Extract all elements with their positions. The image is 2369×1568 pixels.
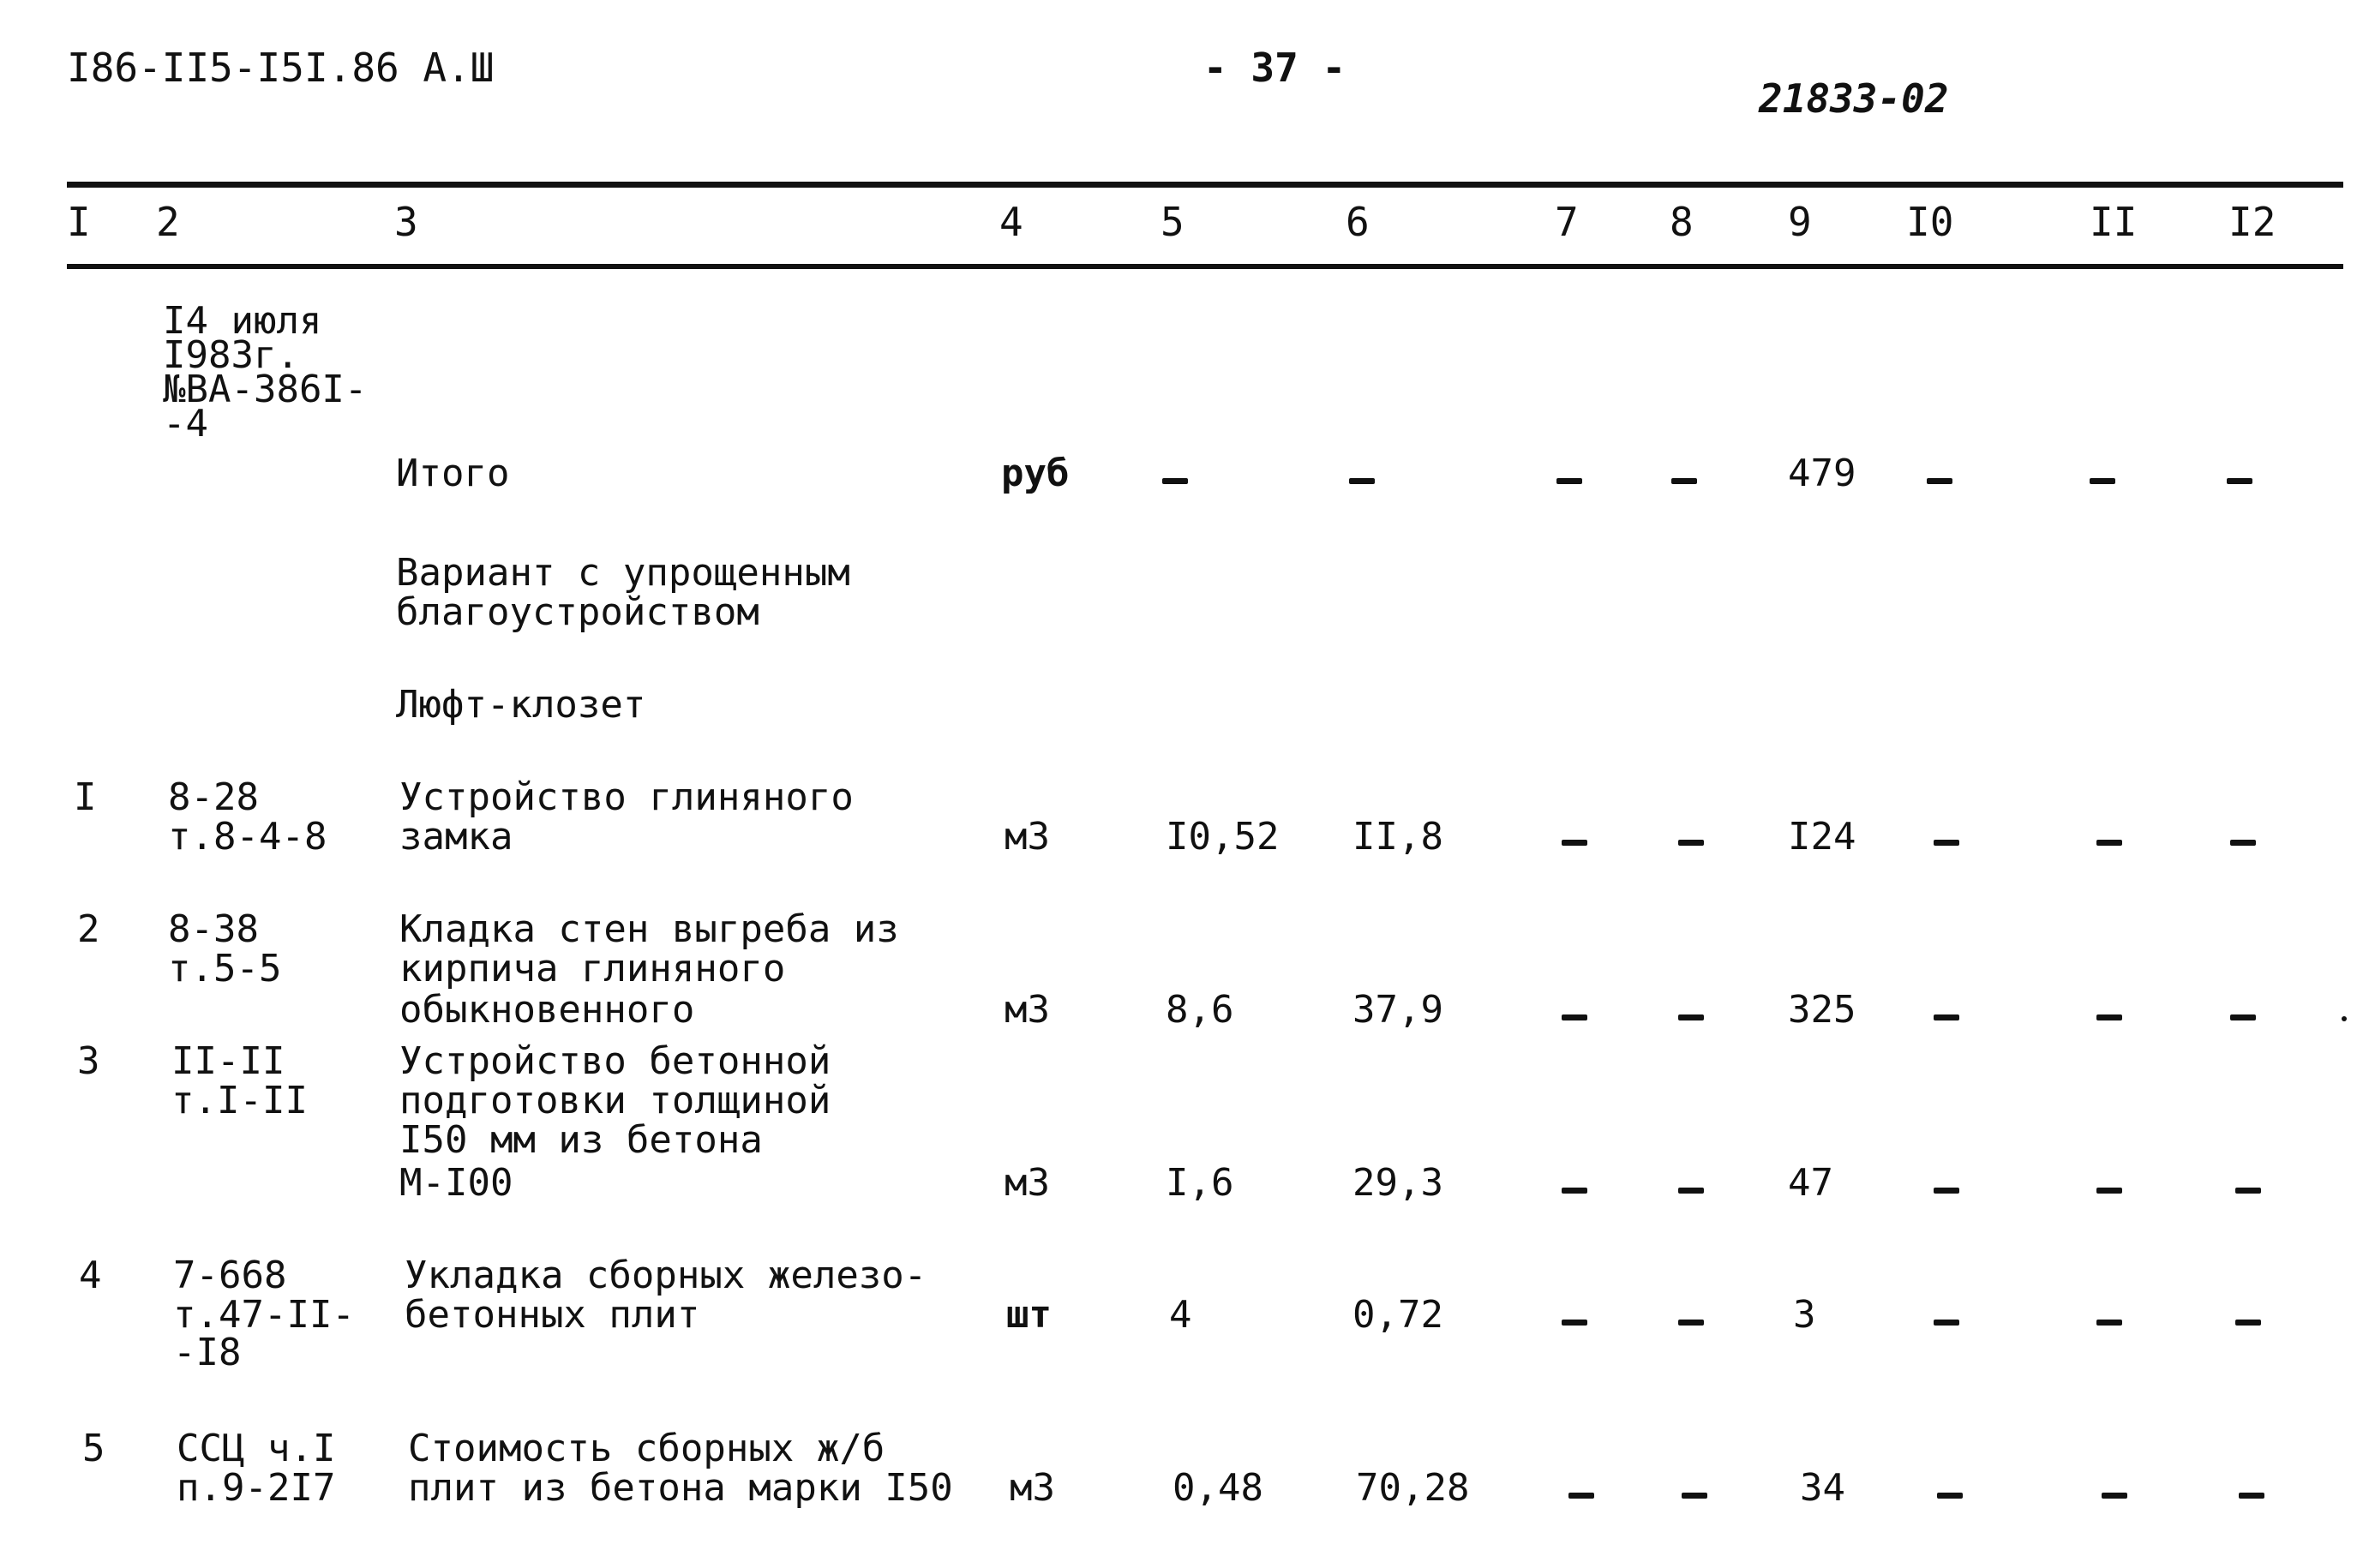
row-col9: 325: [1788, 988, 1856, 1032]
total-col9: 479: [1788, 452, 1856, 495]
column-header: I0: [1906, 199, 1954, 245]
row-unit-price: 70,28: [1356, 1466, 1470, 1510]
empty-cell-dash: [1162, 478, 1188, 484]
row-description: кирпича глиняного: [399, 947, 786, 990]
empty-cell-dash: [1934, 1320, 1959, 1326]
row-description: Устройство глиняного: [399, 775, 854, 819]
source-line: №ВА-386I-: [163, 368, 368, 411]
row-quantity: 8,6: [1166, 988, 1234, 1032]
empty-cell-dash: [1934, 840, 1959, 846]
row-quantity: 0,48: [1173, 1466, 1263, 1510]
row-description: обыкновенного: [399, 988, 695, 1032]
row-description: плит из бетона марки I50: [408, 1466, 953, 1510]
empty-cell-dash: [1682, 1493, 1707, 1499]
row-unit-price: II,8: [1352, 815, 1443, 859]
row-description: Стоимость сборных ж/б: [408, 1427, 885, 1470]
row-number: 2: [77, 907, 100, 951]
variant-line: Вариант с упрощенным: [396, 551, 850, 595]
column-header: 5: [1161, 199, 1184, 245]
row-quantity: 4: [1169, 1293, 1192, 1337]
row-description: Укладка сборных железо-: [405, 1254, 927, 1297]
empty-cell-dash: [1937, 1493, 1963, 1499]
empty-cell-dash: [2230, 840, 2256, 846]
empty-cell-dash: [2096, 1320, 2122, 1326]
column-header: 2: [156, 199, 180, 245]
row-reference: 8-28: [168, 775, 259, 819]
row-quantity: I0,52: [1166, 815, 1280, 859]
row-description: I50 мм из бетона: [399, 1118, 763, 1162]
row-col9: 34: [1800, 1466, 1845, 1510]
empty-cell-dash: [1556, 478, 1582, 484]
column-header: 4: [999, 199, 1023, 245]
column-header: 3: [394, 199, 418, 245]
row-col9: I24: [1788, 815, 1856, 859]
row-reference: II-II: [171, 1039, 285, 1083]
empty-cell-dash: [2235, 1188, 2261, 1194]
row-number: 5: [82, 1427, 105, 1470]
row-reference: т.5-5: [168, 947, 282, 990]
row-number: 3: [77, 1039, 100, 1083]
column-header: I2: [2228, 199, 2276, 245]
row-col9: 3: [1793, 1293, 1816, 1337]
row-unit: м3: [1005, 988, 1050, 1032]
row-unit: м3: [1005, 815, 1050, 859]
empty-cell-dash: [2230, 1014, 2256, 1020]
margin-dot: [2342, 1016, 2347, 1021]
row-unit: м3: [1005, 1161, 1050, 1205]
column-header: I: [67, 199, 91, 245]
column-header: 6: [1346, 199, 1370, 245]
row-quantity: I,6: [1166, 1161, 1234, 1205]
row-number: 4: [79, 1254, 102, 1297]
empty-cell-dash: [2235, 1320, 2261, 1326]
total-unit: руб: [1001, 452, 1070, 495]
table-top-rule: [67, 182, 2343, 188]
total-label: Итого: [396, 452, 510, 495]
row-reference: 7-668: [173, 1254, 287, 1297]
empty-cell-dash: [1671, 478, 1697, 484]
empty-cell-dash: [1678, 1188, 1704, 1194]
empty-cell-dash: [2096, 840, 2122, 846]
row-description: Устройство бетонной: [399, 1039, 831, 1083]
column-header: 7: [1555, 199, 1579, 245]
source-line: -4: [163, 402, 208, 446]
row-description: М-I00: [399, 1161, 513, 1205]
row-description: подготовки толщиной: [399, 1079, 831, 1122]
page-number: - 37 -: [1203, 45, 1346, 91]
empty-cell-dash: [2096, 1188, 2122, 1194]
row-reference: т.47-II-: [173, 1293, 355, 1337]
table-header-rule: [67, 264, 2343, 269]
empty-cell-dash: [1562, 840, 1587, 846]
row-unit-price: 0,72: [1352, 1293, 1443, 1337]
row-unit-price: 29,3: [1352, 1161, 1443, 1205]
row-unit: м3: [1010, 1466, 1055, 1510]
empty-cell-dash: [1562, 1320, 1587, 1326]
row-col9: 47: [1788, 1161, 1833, 1205]
row-reference: п.9-2I7: [177, 1466, 336, 1510]
empty-cell-dash: [1562, 1188, 1587, 1194]
row-unit: шт: [1006, 1293, 1052, 1337]
empty-cell-dash: [1562, 1014, 1587, 1020]
empty-cell-dash: [2096, 1014, 2122, 1020]
stamp-number: 21833-02: [1759, 75, 1949, 122]
empty-cell-dash: [1568, 1493, 1594, 1499]
empty-cell-dash: [2227, 478, 2252, 484]
variant-line: благоустройством: [396, 590, 759, 634]
document-code: I86-II5-I5I.86 А.Ш: [67, 45, 495, 91]
row-reference: т.8-4-8: [168, 815, 327, 859]
row-number: I: [74, 775, 97, 819]
row-reference: ССЦ ч.I: [177, 1427, 336, 1470]
row-reference: 8-38: [168, 907, 259, 951]
column-header: 8: [1670, 199, 1694, 245]
empty-cell-dash: [1678, 1014, 1704, 1020]
empty-cell-dash: [1934, 1188, 1959, 1194]
empty-cell-dash: [1934, 1014, 1959, 1020]
row-description: Кладка стен выгреба из: [399, 907, 899, 951]
empty-cell-dash: [2102, 1493, 2127, 1499]
row-reference: -I8: [173, 1331, 242, 1374]
column-header: II: [2090, 199, 2138, 245]
row-description: бетонных плит: [405, 1293, 700, 1337]
source-line: I983г.: [163, 333, 299, 377]
empty-cell-dash: [1927, 478, 1952, 484]
column-header: 9: [1788, 199, 1812, 245]
row-unit-price: 37,9: [1352, 988, 1443, 1032]
row-description: замка: [399, 815, 513, 859]
empty-cell-dash: [1678, 1320, 1704, 1326]
empty-cell-dash: [2239, 1493, 2264, 1499]
empty-cell-dash: [1678, 840, 1704, 846]
source-line: I4 июля: [163, 299, 322, 343]
row-reference: т.I-II: [171, 1079, 308, 1122]
empty-cell-dash: [1349, 478, 1375, 484]
section-title: Люфт-клозет: [396, 683, 646, 727]
empty-cell-dash: [2090, 478, 2115, 484]
